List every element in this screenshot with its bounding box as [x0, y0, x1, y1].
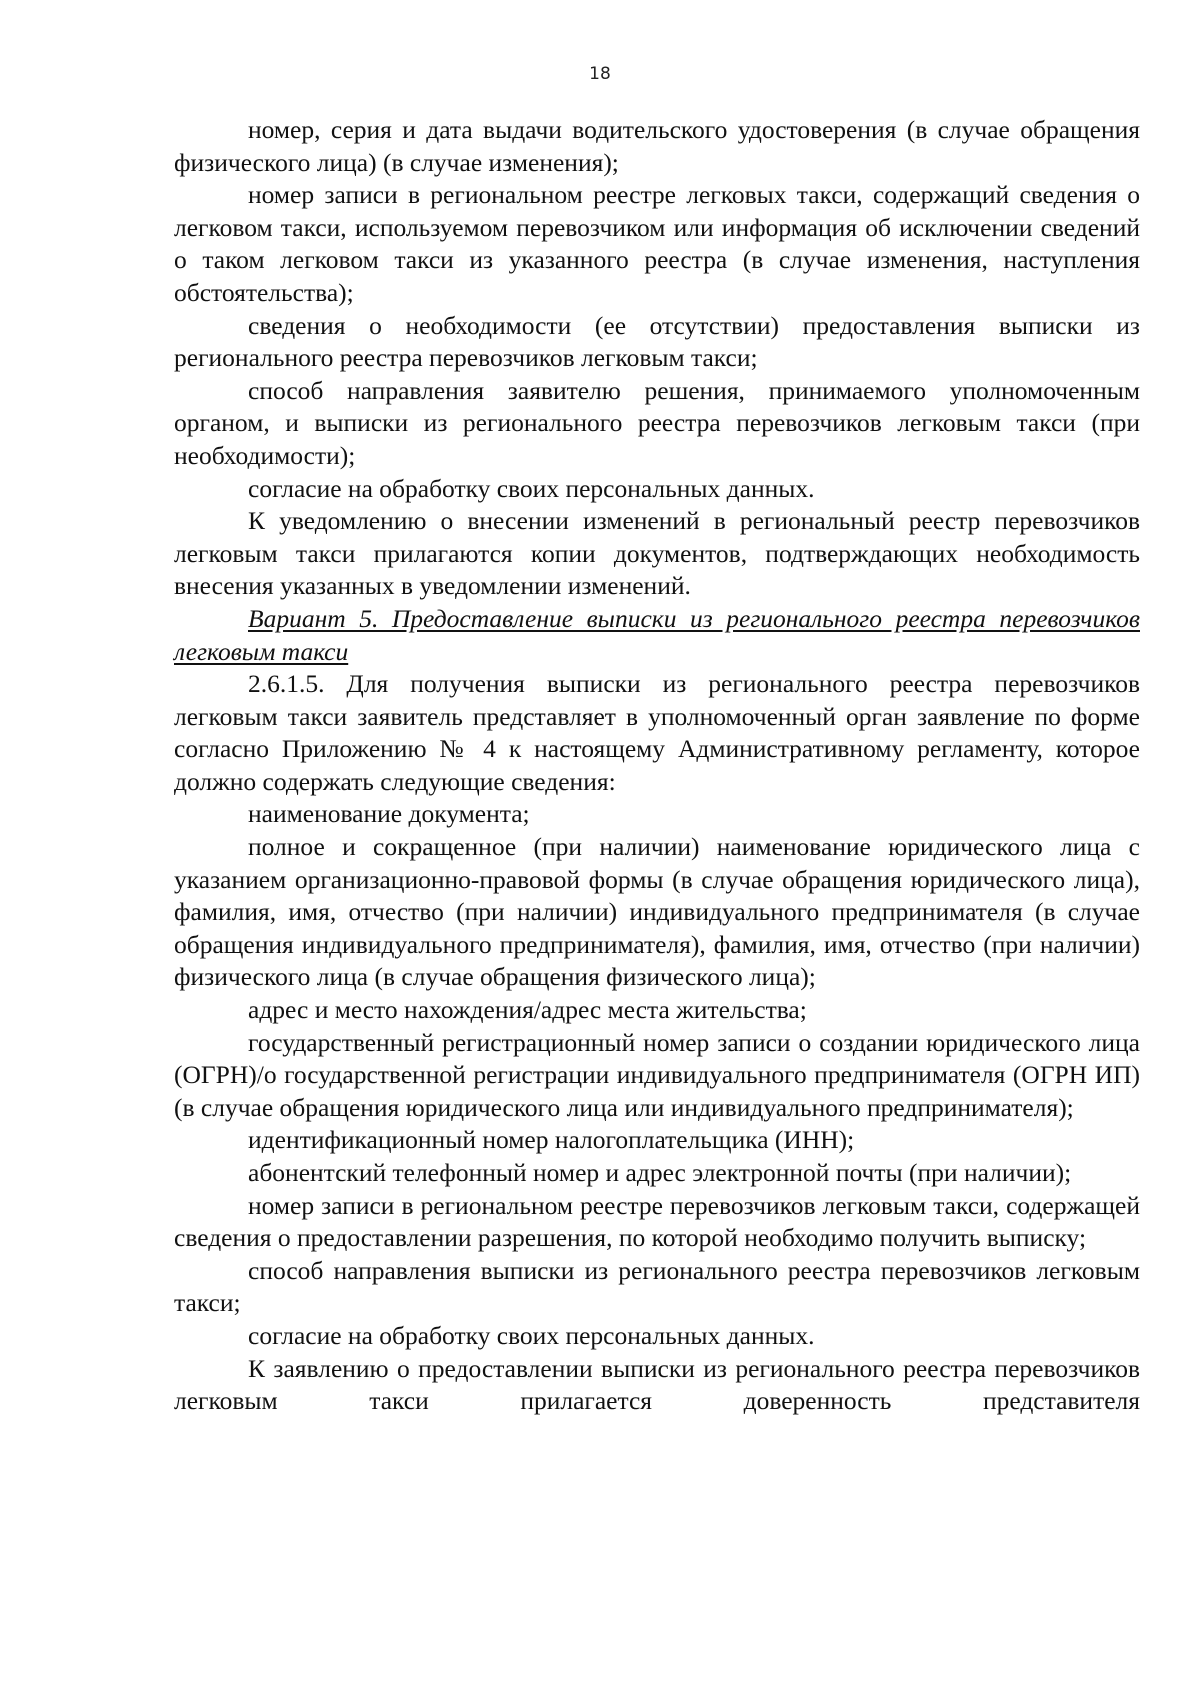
- paragraph-address: адрес и место нахождения/адрес места жительства;: [248, 995, 807, 1025]
- paragraph-taxi-registry-record: номер записи в региональном реестре легковых такси, содержащий сведения о легковом такси, используемом перевозчиком или информация об исключении сведений о таком легковом такси из указанного реестра (в случае изменения, наступления обстоятельства);: [174, 180, 1140, 307]
- paragraph-carrier-registry-record: номер записи в региональном реестре перевозчиков легковым такси, содержащей сведения о предоставлении разрешения, по которой необходимо получить выписку;: [174, 1190, 1140, 1253]
- paragraph-applicant-name: полное и сокращенное (при наличии) наименование юридического лица с указанием организационно-правовой формы (в случае обращения юридического лица), фамилия, имя, отчество (при наличии) индивидуального предпринимателя (в случае обращения индивидуального предпринимателя), фамилия, имя, отчество (при наличии) физического лица (в случае обращения физического лица);: [174, 832, 1140, 992]
- paragraph-application-attachments: К заявлению о предоставлении выписки из регионального реестра перевозчиков легковым такси прилагается доверенность представителя: [174, 1353, 1140, 1416]
- variant-5-heading: Вариант 5. Предоставление выписки из регионального реестра перевозчиков легковым такси: [174, 603, 1140, 666]
- paragraph-phone-email: абонентский телефонный номер и адрес электронной почты (при наличии);: [248, 1158, 1072, 1187]
- paragraph-inn: идентификационный номер налогоплательщика (ИНН);: [248, 1125, 855, 1155]
- paragraph-notification-attachments: К уведомлению о внесении изменений в региональный реестр перевозчиков легковым такси прилагаются копии документов, подтверждающих необходимость внесения указанных в уведомлении изменений.: [174, 506, 1140, 601]
- paragraph-consent: согласие на обработку своих персональных данных.: [248, 473, 815, 503]
- page-number: 18: [589, 64, 611, 84]
- paragraph-extract-necessity: сведения о необходимости (ее отсутствии) предоставления выписки из регионального реестра перевозчиков легковым такси;: [174, 310, 1140, 373]
- document-body: [174, 114, 1140, 1418]
- paragraph-2-6-1-5: 2.6.1.5. Для получения выписки из регионального реестра перевозчиков легковым такси заявитель представляет в уполномоченный орган заявление по форме согласно Приложению № 4 к настоящему Административному регламенту, которое должно содержать следующие сведения:: [174, 669, 1140, 796]
- paragraph-consent-2: согласие на обработку своих персональных данных.: [248, 1320, 815, 1350]
- paragraph-ogrn: государственный регистрационный номер записи о создании юридического лица (ОГРН)/о государственной регистрации индивидуального предпринимателя (ОГРН ИП) (в случае обращения юридического лица или индивидуального предпринимателя);: [174, 1027, 1140, 1122]
- paragraph-extract-delivery-method: способ направления выписки из регионального реестра перевозчиков легковым такси;: [174, 1255, 1140, 1318]
- paragraph-license-number: номер, серия и дата выдачи водительского удостоверения (в случае обращения физического лица) (в случае изменения);: [174, 115, 1140, 177]
- paragraph-delivery-method: способ направления заявителю решения, принимаемого уполномоченным органом, и выписки из регионального реестра перевозчиков легковым такси (при необходимости);: [174, 375, 1140, 470]
- paragraph-document-name: наименование документа;: [248, 799, 530, 829]
